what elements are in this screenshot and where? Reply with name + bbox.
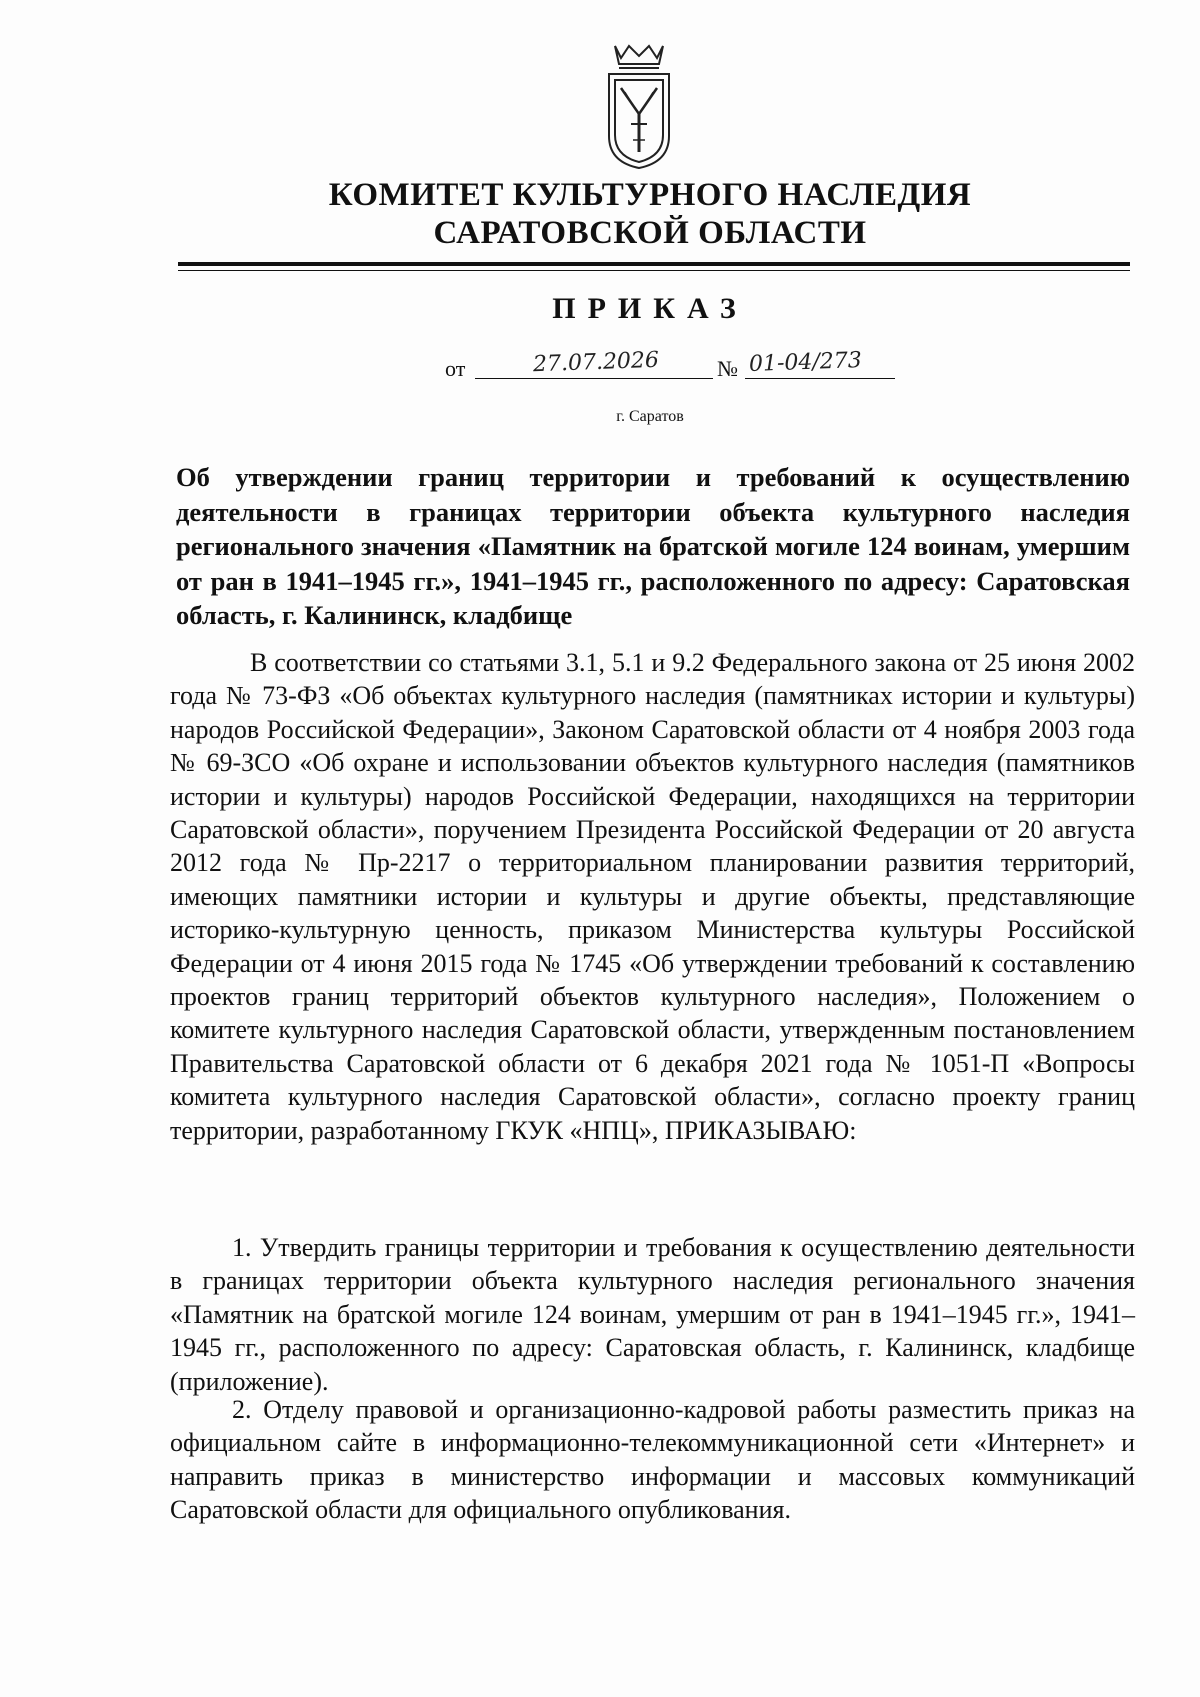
date-underline: [475, 378, 713, 379]
number-label: №: [717, 356, 738, 381]
document-type-heading: ПРИКАЗ: [552, 292, 748, 325]
number-handwritten: 01-04/273: [748, 348, 863, 377]
saratov-coat-of-arms-emblem: [601, 40, 677, 172]
header-divider-thin: [178, 270, 1130, 271]
order-word: ПРИКАЗЫВАЮ:: [664, 1115, 857, 1145]
document-title: Об утверждении границ территории и требований к осуществлению деятельности в границах территории объекта культурного наследия регионального значения «Памятник на братской могиле 124 воинам, умершим от ран в 1941–1945 гг.», 1941–1945 гг., расположенного по адресу: Саратовская область, г. Калининск, кладбище: [176, 462, 1130, 631]
organization-name-line1: КОМИТЕТ КУЛЬТУРНОГО НАСЛЕДИЯ: [328, 177, 972, 213]
number-underline: [745, 378, 895, 379]
date-label: от: [445, 356, 466, 381]
city-label: г. Саратов: [616, 408, 684, 425]
organization-name-line2: САРАТОВСКОЙ ОБЛАСТИ: [433, 215, 867, 251]
order-item-2: 2. Отделу правовой и организационно-кадровой работы разместить приказ на официальном сайте в информационно-телекоммуникационной сети «Интернет» и направить приказ в министерство информации и массовых коммуникаций Саратовской области для официального опубликования.: [170, 1395, 1135, 1525]
date-handwritten: 27.07.2026: [532, 347, 660, 378]
preamble-block: [170, 646, 1135, 1147]
order-item-1: 1. Утвердить границы территории и требования к осуществлению деятельности в границах территории объекта культурного наследия регионального значения «Памятник на братской могиле 124 воинам, умершим от ран в 1941–1945 гг.», 1941–1945 гг., расположенного по адресу: Саратовская область, г. Калининск, кладбище (приложение).: [170, 1233, 1135, 1396]
preamble-paragraph: В соответствии со статьями 3.1, 5.1 и 9.2 Федерального закона от 25 июня 2002 года № 73-ФЗ «Об объектах культурного наследия (памятниках истории и культуры) народов Российской Федерации», Законом Саратовской области от 4 ноября 2003 года № 69-ЗСО «Об охране и использовании объектов культурного наследия (памятников истории и культуры) народов Российской Федерации, находящихся на территории Саратовской области», поручением Президента Российской Федерации от 20 августа 2012 года № Пр-2217 о территориальном планировании развития территорий, имеющих памятники истории и культуры и другие объекты, представляющие историко-культурную ценность, приказом Министерства культуры Российской Федерации от 4 июня 2015 года № 1745 «Об утверждении требований к составлению проектов границ территорий объектов культурного наследия», Положением о комитете культурного наследия Саратовской области, утвержденным постановлением Правительства Саратовской области от 6 декабря 2021 года № 1051-П «Вопросы комитета культурного наследия Саратовской области», согласно проекту границ территории, разработанному ГКУК «НПЦ»,: [170, 648, 1135, 1145]
header-divider-thick: [178, 262, 1130, 266]
